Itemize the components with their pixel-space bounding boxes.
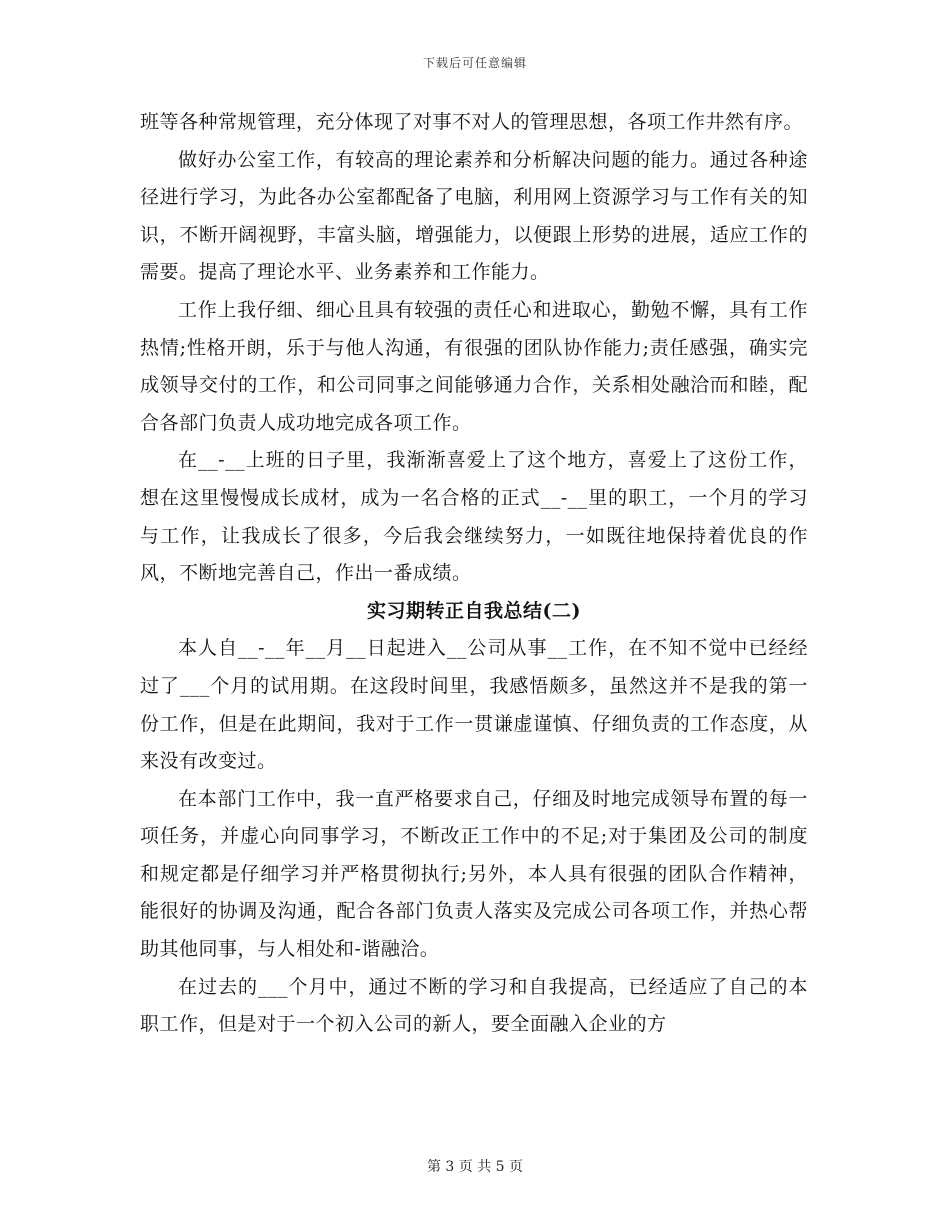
paragraph-continued: 班等各种常规管理，充分体现了对事不对人的管理思想，各项工作井然有序。 — [140, 111, 804, 133]
paragraph: 在本部门工作中，我一直严格要求自己，仔细及时地完成领导布置的每一项任务，并虚心向同事学习，不断改正工作中的不足;对于集团及公司的制度和规定都是仔细学习并严格贯彻执行;另外，本人具有很强的团队合作精神，能很好的协调及沟通，配合各部门负责人落实及完成公司各项工作，并热心帮助其他同事，与人相处和-谐融洽。 — [140, 787, 808, 961]
page-footer: 第 3 页 共 5 页 — [426, 1159, 524, 1175]
paragraph: 做好办公室工作，有较高的理论素养和分析解决问题的能力。通过各种途径进行学习，为此各办公室都配备了电脑，利用网上资源学习与工作有关的知识，不断开阔视野，丰富头脑，增强能力，以便跟上形势的进展，适应工作的需要。提高了理论水平、业务素养和工作能力。 — [140, 148, 808, 284]
paragraph: 在过去的___个月中，通过不断的学习和自我提高，已经适应了自己的本职工作，但是对于一个初入公司的新人，要全面融入企业的方 — [140, 975, 808, 1036]
section-heading: 实习期转正自我总结(二) — [367, 599, 581, 622]
document-body — [140, 104, 808, 1044]
page-header: 下载后可任意编辑 — [422, 56, 527, 70]
paragraph: 本人自__-__年__月__日起进入__公司从事__工作，在不知不觉中已经经过了___个月的试用期。在这段时间里，我感悟颇多，虽然这并不是我的第一份工作，但是在此期间，我对于工作一贯谦虚谨慎、仔细负责的工作态度，从来没有改变过。 — [140, 637, 808, 773]
paragraph: 工作上我仔细、细心且具有较强的责任心和进取心，勤勉不懈，具有工作热情;性格开朗，乐于与他人沟通，有很强的团队协作能力;责任感强，确实完成领导交付的工作，和公司同事之间能够通力合作，关系相处融洽而和睦，配合各部门负责人成功地完成各项工作。 — [140, 298, 808, 434]
paragraph: 在__-__上班的日子里，我渐渐喜爱上了这个地方，喜爱上了这份工作，想在这里慢慢成长成材，成为一名合格的正式__-__里的职工，一个月的学习与工作，让我成长了很多，今后我会继续努力，一如既往地保持着优良的作风，不断地完善自己，作出一番成绩。 — [140, 449, 808, 585]
